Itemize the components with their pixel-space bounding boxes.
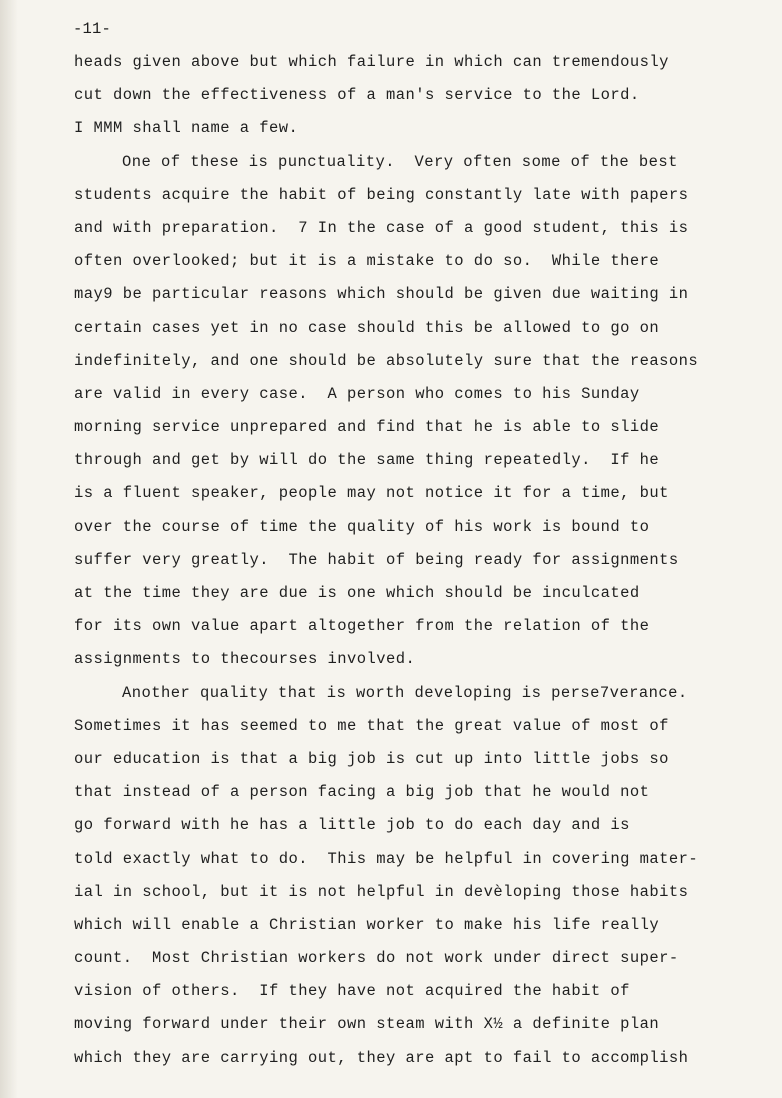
text-line: indefinitely, and one should be absolutely sure that the reasons xyxy=(74,351,699,370)
paragraph-start-line: Another quality that is worth developing is perse7verance. xyxy=(122,683,688,702)
text-line: through and get by will do the same thing repeatedly. If he xyxy=(74,451,660,470)
text-line: heads given above but which failure in which can tremendously xyxy=(74,53,669,71)
text-line: and with preparation. 7 In the case of a good student, this is xyxy=(74,218,689,237)
text-line: may9 be particular reasons which should be given due waiting in xyxy=(74,285,689,304)
text-line: certain cases yet in no case should this be allowed to go on xyxy=(74,318,660,337)
text-line: are valid in every case. A person who comes to his Sunday xyxy=(74,384,640,403)
text-line: students acquire the habit of being constantly late with papers xyxy=(74,185,689,204)
text-line: suffer very greatly. The habit of being ready for assignments xyxy=(74,550,679,569)
text-line: Sometimes it has seemed to me that the great value of most of xyxy=(74,716,669,735)
text-line: over the course of time the quality of his work is bound to xyxy=(74,517,650,536)
text-line: which will enable a Christian worker to make his life really xyxy=(74,915,660,934)
typed-text-body xyxy=(74,52,724,1081)
paper-edge-shadow xyxy=(0,0,18,1098)
text-line: our education is that a big job is cut up into little jobs so xyxy=(74,749,669,768)
text-line: for its own value apart altogether from the relation of the xyxy=(74,617,650,636)
text-line: told exactly what to do. This may be helpful in covering mater- xyxy=(74,849,699,868)
text-line: that instead of a person facing a big job that he would not xyxy=(74,783,650,802)
text-line: is a fluent speaker, people may not notice it for a time, but xyxy=(74,484,669,503)
text-line: assignments to thecourses involved. xyxy=(74,650,416,669)
text-line: moving forward under their own steam with X½ a definite plan xyxy=(74,1015,660,1034)
text-line: I MMM shall name a few. xyxy=(74,119,299,138)
text-line: morning service unprepared and find that he is able to slide xyxy=(74,418,660,437)
paragraph-start-line: One of these is punctuality. Very often some of the best xyxy=(122,152,678,171)
text-line: which they are carrying out, they are apt to fail to accomplish xyxy=(74,1048,689,1067)
text-line: at the time they are due is one which should be inculcated xyxy=(74,584,640,602)
text-line: vision of others. If they have not acquired the habit of xyxy=(74,982,630,1001)
text-line: cut down the effectiveness of a man's service to the Lord. xyxy=(74,86,640,105)
text-line: ial in school, but it is not helpful in devèloping those habits xyxy=(74,882,689,901)
page-number: -11- xyxy=(73,20,112,38)
text-line: go forward with he has a little job to do each day and is xyxy=(74,816,630,835)
text-line: count. Most Christian workers do not work under direct super- xyxy=(74,949,679,968)
text-line: often overlooked; but it is a mistake to do so. While there xyxy=(74,252,660,271)
